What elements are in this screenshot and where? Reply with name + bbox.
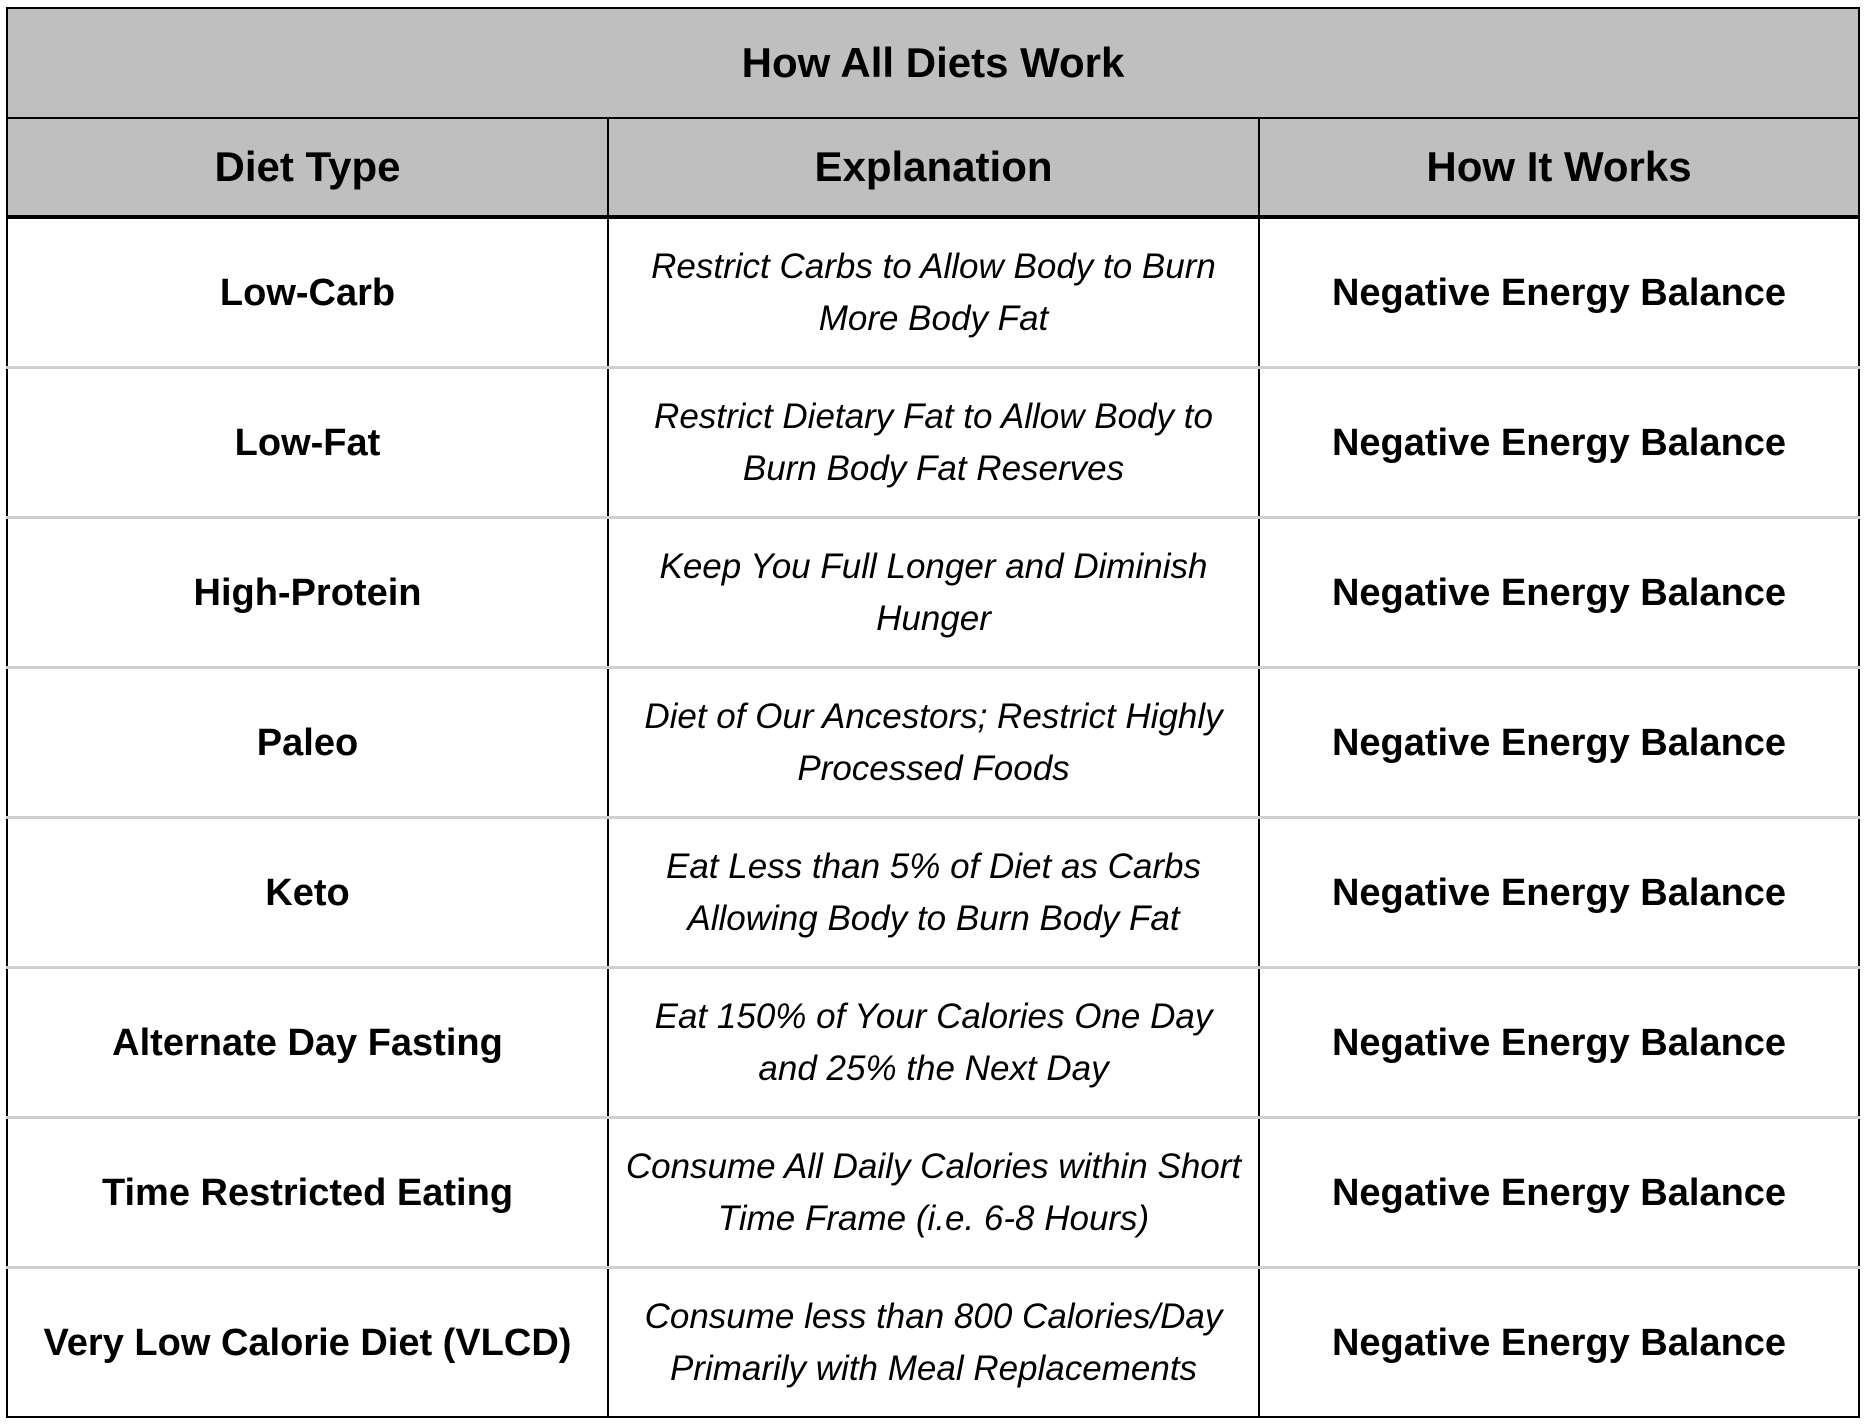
diet-type-cell: Keto bbox=[7, 818, 608, 968]
diets-table bbox=[6, 7, 1860, 1418]
diet-type-cell: Very Low Calorie Diet (VLCD) bbox=[7, 1268, 608, 1418]
diet-type-cell: Time Restricted Eating bbox=[7, 1118, 608, 1268]
explanation-cell: Restrict Dietary Fat to Allow Body to Burn Body Fat Reserves bbox=[608, 368, 1259, 518]
column-header-how-it-works: How It Works bbox=[1259, 118, 1859, 217]
diet-type-cell: Paleo bbox=[7, 668, 608, 818]
explanation-cell: Eat 150% of Your Calories One Day and 25% the Next Day bbox=[608, 968, 1259, 1118]
table-row bbox=[7, 668, 1859, 818]
how-it-works-cell: Negative Energy Balance bbox=[1259, 1118, 1859, 1268]
table-row bbox=[7, 518, 1859, 668]
column-header-diet-type: Diet Type bbox=[7, 118, 608, 217]
how-it-works-cell: Negative Energy Balance bbox=[1259, 518, 1859, 668]
how-it-works-cell: Negative Energy Balance bbox=[1259, 818, 1859, 968]
explanation-cell: Eat Less than 5% of Diet as Carbs Allowing Body to Burn Body Fat bbox=[608, 818, 1259, 968]
column-header-explanation: Explanation bbox=[608, 118, 1259, 217]
diet-type-cell: Alternate Day Fasting bbox=[7, 968, 608, 1118]
table-row bbox=[7, 1268, 1859, 1418]
table-row bbox=[7, 217, 1859, 368]
table-row bbox=[7, 818, 1859, 968]
how-it-works-cell: Negative Energy Balance bbox=[1259, 968, 1859, 1118]
explanation-cell: Diet of Our Ancestors; Restrict Highly Processed Foods bbox=[608, 668, 1259, 818]
table-title-row bbox=[7, 8, 1859, 118]
explanation-cell: Consume less than 800 Calories/Day Primarily with Meal Replacements bbox=[608, 1268, 1259, 1418]
how-it-works-cell: Negative Energy Balance bbox=[1259, 217, 1859, 368]
diet-type-cell: Low-Fat bbox=[7, 368, 608, 518]
table-row bbox=[7, 968, 1859, 1118]
diet-type-cell: Low-Carb bbox=[7, 217, 608, 368]
how-it-works-cell: Negative Energy Balance bbox=[1259, 368, 1859, 518]
explanation-cell: Consume All Daily Calories within Short Time Frame (i.e. 6-8 Hours) bbox=[608, 1118, 1259, 1268]
explanation-cell: Restrict Carbs to Allow Body to Burn More Body Fat bbox=[608, 217, 1259, 368]
explanation-cell: Keep You Full Longer and Diminish Hunger bbox=[608, 518, 1259, 668]
diet-type-cell: High-Protein bbox=[7, 518, 608, 668]
table-row bbox=[7, 1118, 1859, 1268]
how-it-works-cell: Negative Energy Balance bbox=[1259, 1268, 1859, 1418]
table-title: How All Diets Work bbox=[7, 8, 1859, 118]
table-header-row bbox=[7, 118, 1859, 217]
table-row bbox=[7, 368, 1859, 518]
how-it-works-cell: Negative Energy Balance bbox=[1259, 668, 1859, 818]
